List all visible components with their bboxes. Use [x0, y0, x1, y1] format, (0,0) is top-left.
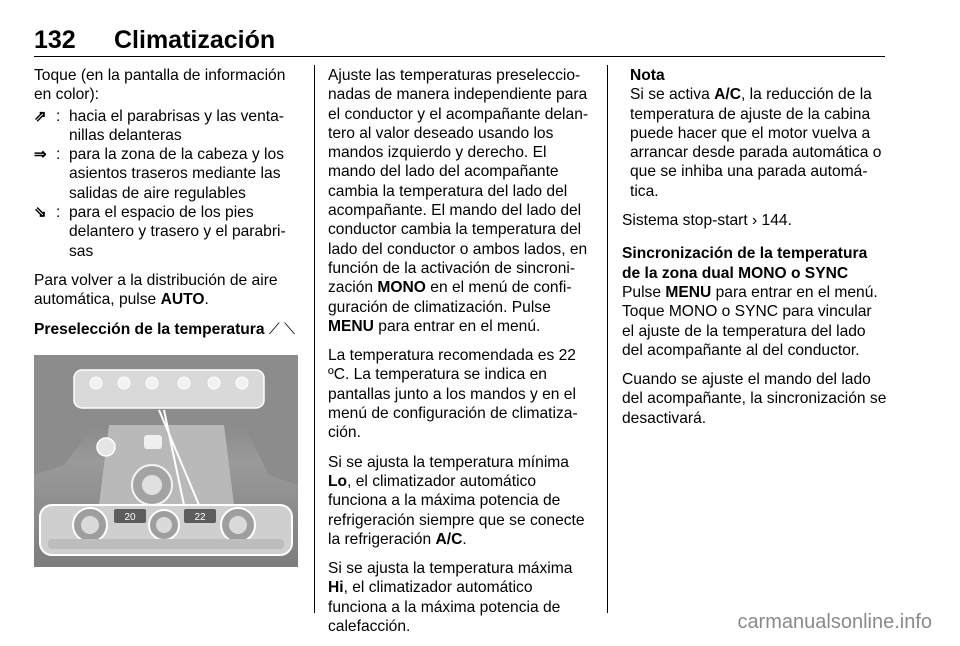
ac-key: A/C — [435, 530, 463, 548]
temperature-arrows-icon: ⟋ ⟍ — [268, 320, 296, 338]
ac-key: A/C — [714, 86, 741, 104]
watermark: carmanualsonline.info — [737, 611, 932, 633]
definition-item-footwell: ⇘ : para el espacio de los pies delantero y trasero y el parabrisas — [34, 203, 299, 261]
definition-text: hacia el parabrisas y las ventanillas delanteras — [69, 107, 284, 144]
page-reference-arrow-icon: › — [752, 212, 758, 230]
right-temperature-display: 22 — [194, 511, 206, 523]
paragraph-adjust: Ajuste las temperaturas preseleccionadas de manera independiente para el conductor y el acompañante delantero al valor deseado usando los mandos izquierdo y derecho. El mando del lado del acompañante cambia la temperatura del lado del acompañante. El mando del lado del conductor cambia la temperatura del lado del conductor o ambos lados, en función de la activación de sincronización MONO en el menú de configuración de climatización. Pulse MENU para entrar en el menú. — [328, 67, 589, 335]
lo-key: Lo — [328, 472, 348, 490]
cross-reference: Sistema stop-start › 144. — [622, 212, 792, 230]
auto-key: AUTO — [160, 291, 205, 309]
mono-key: MONO — [377, 279, 426, 297]
menu-key: MENU — [328, 317, 374, 335]
hi-key: Hi — [328, 579, 344, 597]
sync-paragraph-2: Cuando se ajuste el mando del lado del acompañante, la sincronización se desactivará. — [622, 371, 887, 427]
note-title: Nota — [630, 67, 665, 84]
definition-text: para el espacio de los pies delantero y trasero y el parabrisas — [69, 204, 286, 260]
definition-item-head: ⇒ : para la zona de la cabeza y los asientos traseros mediante las salidas de aire regulables — [34, 145, 299, 203]
paragraph-recommended: La temperatura recomendada es 22 ºC. La temperatura se indica en pantallas junto a los mandos y en el menú de configuración de climatización. — [328, 347, 578, 442]
definition-item-windshield: ⇗ : hacia el parabrisas y las ventanillas delanteras — [34, 107, 299, 146]
climate-control-figure — [34, 355, 298, 567]
head-airflow-icon: ⇒ — [34, 146, 47, 164]
column-2 — [328, 66, 592, 646]
note-text: Si se activa A/C, la reducción de la temperatura de ajuste de la cabina puede hacer que el motor vuelva a arrancar desde parada automática o que se inhiba una parada automática. — [630, 86, 882, 200]
sync-heading: Sincronización de la temperatura de la zona dual MONO o SYNC — [622, 245, 868, 282]
header-rule — [34, 56, 885, 57]
chapter-title: Climatización — [114, 26, 276, 54]
intro-text: Toque (en la pantalla de información en color): — [34, 67, 286, 104]
page-header — [34, 26, 884, 56]
column-1 — [34, 66, 299, 572]
definition-text: para la zona de la cabeza y los asientos traseros mediante las salidas de aire regulables — [69, 146, 284, 202]
paragraph-maximum: Si se ajusta la temperatura máxima Hi, el climatizador automático funciona a la máxima potencia de calefacción. — [328, 560, 573, 636]
note-block — [622, 66, 888, 201]
page-number: 132 — [34, 26, 76, 54]
windshield-airflow-icon: ⇗ — [34, 107, 47, 125]
column-3 — [622, 66, 888, 438]
menu-key: MENU — [665, 283, 712, 301]
footwell-airflow-icon: ⇘ — [34, 204, 47, 222]
sync-paragraph-1: Pulse MENU para entrar en el menú. Toque MONO o SYNC para vincular el ajuste de la temperatura del lado del acompañante al del conductor. — [622, 283, 878, 359]
column-divider-2 — [607, 65, 608, 613]
paragraph-minimum: Si se ajusta la temperatura mínima Lo, el climatizador automático funciona a la máxima potencia de refrigeración siempre que se conecte la refrigeración A/C. — [328, 453, 585, 548]
auto-paragraph: Para volver a la distribución de aire automática, pulse AUTO. — [34, 271, 278, 309]
column-divider-1 — [314, 65, 315, 613]
left-temperature-display: 20 — [124, 511, 136, 523]
preselection-heading: Preselección de la temperatura ⟋ ⟍ — [34, 320, 296, 338]
